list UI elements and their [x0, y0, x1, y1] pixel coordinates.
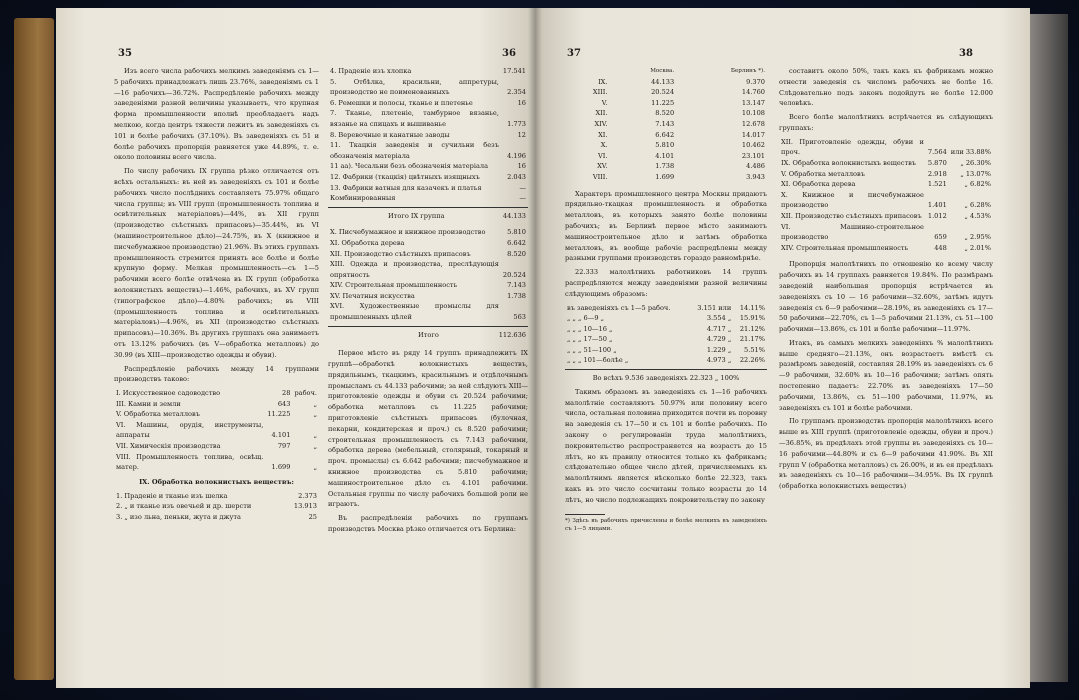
- left-page: [56, 8, 535, 688]
- table-row: [565, 98, 767, 109]
- table-cell: 4.101: [271, 431, 291, 440]
- table-cell: „ 2.01%: [964, 243, 991, 252]
- table-cell: 14.017: [741, 130, 765, 139]
- table-cell: I. Искусственное садоводство: [116, 389, 221, 398]
- berlin-header: Берлинъ *).: [730, 68, 765, 74]
- table-row: [779, 169, 993, 180]
- table-cell: VI. Машины, орудія, инструменты, аппараты: [116, 420, 264, 440]
- table-cell: XIV. Строительная промышленность: [781, 243, 909, 252]
- book-page-block-right-edge: [1028, 14, 1068, 682]
- table-row: [779, 190, 993, 211]
- table-cell: 5.870: [927, 158, 947, 167]
- table-cell: X.: [600, 141, 608, 150]
- table-cell: XIII. Одежда и производства, преслѣдующія опрятность: [330, 260, 499, 279]
- table-cell: XI. Обработка дерева: [330, 238, 405, 247]
- table-cell: XI.: [598, 130, 608, 139]
- table-cell: въ заведеніяхъ съ 1—5 рабоч.: [567, 303, 671, 312]
- table-cell: 659: [934, 233, 947, 242]
- table-cell: XV. Печатныя искусства: [330, 291, 415, 300]
- table-cell: XV.: [597, 162, 608, 171]
- table-row: [779, 211, 993, 222]
- table-cell: VIII. Промышленность топлива, освѣщ. матер.: [116, 452, 264, 472]
- table-cell: XII. Производство съѣстныхъ припасовъ: [781, 211, 922, 220]
- page-number-37: 37: [567, 48, 581, 59]
- table-cell: XIV. Строительная промышленность: [330, 281, 458, 290]
- grand-total: [328, 330, 528, 341]
- table-row: [328, 183, 528, 194]
- table-cell: X. Книжное и писчебумажное производство: [781, 190, 924, 210]
- table-cell: 4.717 „: [706, 324, 732, 333]
- table-cell: 13. Фабрики ватныя для казачекъ и платья: [330, 183, 482, 192]
- table-cell: 1.699: [271, 463, 291, 472]
- table-cell: рабоч.: [294, 389, 317, 398]
- table-row: [328, 259, 528, 280]
- table-row: [779, 243, 993, 254]
- table-cell: 2. „ и тканье изъ овечьей и др. шерсти: [116, 502, 252, 511]
- table-cell: 11. Ткацкія заведенія и сучильни безъ обозначенія матеріала: [330, 141, 499, 160]
- moscow-berlin-table: [565, 66, 767, 183]
- table-row: [565, 161, 767, 172]
- table-row: [328, 238, 528, 249]
- footnote-text: *) Здѣсь въ рабочихъ причислены и болѣе мелкихъ въ заведеніяхъ съ 1—5 лицами.: [565, 517, 767, 532]
- table-row: [328, 140, 528, 161]
- table-cell: 3.943: [746, 172, 765, 181]
- table-cell: 4. Праденіе изъ хлопка: [330, 67, 412, 75]
- table-cell: „ „ „ 6—9 „: [567, 314, 605, 323]
- table-cell: 1.738: [655, 162, 675, 171]
- paragraph: Первое мѣсто въ ряду 14 группъ принадлежитъ IX группѣ—обработкѣ волокнистыхъ веществъ, прядильнымъ, ткацкимъ, красильнымъ и отдѣлочнымъ промысламъ съ 44.133 рабочими; за ней слѣдуютъ XIII—приготовленіе одежды и обуви съ 20.524 рабочими; обработка металловъ съ 11.225 рабочими; приготовленіе съѣстныхъ припасовъ (булочная, пекарни, кондитерская и проч.) съ 8.520 рабочими; строительная промышленность съ 7.143 рабочими, обработка дерева (мебельный, столярный, токарный и проч. промыслы) съ 6.642 рабочими; писчебумажное и книжное производства съ 5.810 рабочими; машиностроительное дѣло съ 4.101 рабочими. Остальныя группы по числу рабочихъ большой роли не играютъ.: [328, 349, 528, 509]
- table-row: [565, 77, 767, 88]
- paragraph: Всего болѣе малолѣтнихъ встрѣчается въ слѣдующихъ группахъ:: [779, 113, 993, 132]
- column-page-36: [328, 66, 528, 538]
- table-cell: 11.225: [267, 410, 291, 419]
- table-cell: 5. Отбѣлка, красильни, аппретуры, производство не поименованныхъ: [330, 77, 499, 97]
- paragraph: составитъ около 50%, такъ какъ къ фабрикамъ можно отнести заведенія съ числомъ рабочихъ не болѣе 16. Слѣдовательно подъ законъ подойдутъ не болѣе 12.000 человѣкъ.: [779, 67, 993, 108]
- other-groups: [328, 227, 528, 322]
- table-cell: 8. Веревочные и канатные заводы: [330, 130, 450, 139]
- table-row: [565, 303, 767, 314]
- paragraph: 22.333 малолѣтнихъ работниковъ 14 группъ распредѣляются между заведеніями разной величины слѣдующимъ образомъ:: [565, 268, 767, 298]
- table-cell: „ 6.28%: [964, 201, 991, 210]
- paragraph: Итакъ, въ самыхъ мелкихъ заведеніяхъ % малолѣтнихъ выше средняго—21.13%, онъ возрастаетъ вмѣстѣ съ размѣромъ заведеній, составляя 28.19% въ заведеніяхъ съ 6—9 рабочими, 32.60% въ 10—16 рабочими; затѣмъ опять постепенно падаетъ: 22.70% въ заведеніяхъ 17—50 рабочими, 13.86%, съ 51—100 рабочими, 11.97%, въ заведеніяхъ съ 101 и болѣе рабочими.: [779, 338, 993, 412]
- table-cell: 20.524: [502, 270, 526, 279]
- groups-table: [114, 388, 319, 473]
- table-cell: 2.918: [927, 169, 947, 178]
- table-cell: 1.738: [507, 291, 526, 300]
- table-cell: 9.370: [746, 77, 765, 86]
- table-cell: V.: [601, 98, 608, 107]
- table-cell: VII. Химическія производства: [116, 442, 221, 451]
- table-row: [328, 301, 528, 322]
- table-cell: X. Писчебумажное и книжное производство: [330, 228, 486, 237]
- column-page-35: [114, 66, 319, 522]
- table-cell: 4.486: [746, 162, 765, 171]
- table-cell: 1.401: [927, 201, 947, 210]
- table-cell: 12: [517, 130, 526, 139]
- table-cell: 22.26%: [739, 356, 765, 365]
- table-cell: 23.101: [741, 151, 765, 160]
- table-cell: 14.11%: [739, 303, 765, 312]
- table-cell: 2.043: [507, 172, 526, 181]
- table-cell: V. Обработка металловъ: [116, 410, 200, 419]
- table-cell: 10.108: [741, 109, 765, 118]
- table-cell: 2.354: [507, 88, 526, 97]
- paragraph: Такимъ образомъ въ заведеніяхъ съ 1—16 рабочихъ малолѣтніе составляютъ 50.97% или половину всего числа, остальная половина приходится почти въ поровну на заведенія съ 17—50 и съ 101 и болѣе рабочихъ. По закону о регулированіи труда малолѣтнихъ, покровительство распространяется на возрастъ до 15 лѣтъ, но къ правилу относится только къ фабрикамъ; слѣдовательно общее число дѣтей, причисляемыхъ къ малолѣтнимъ является нѣсколько болѣе 22.323, такъ какъ въ это число сосчитаны только возрасты до 14 лѣтъ, но число подлежащихъ покровительству по закону: [565, 387, 767, 504]
- table-cell: 7. Тканье, плетеніе, тамбурное вязанье, вязанье на спицахъ и вышиванье: [330, 109, 499, 128]
- table-row: [328, 108, 528, 129]
- table-row: [328, 98, 528, 109]
- table-cell: „ „ „ 51—100 „: [567, 345, 617, 354]
- table-cell: „ 2.95%: [964, 233, 991, 242]
- paragraph: Изъ всего числа рабочихъ мелкимъ заведеніямъ съ 1—5 рабочихъ принадлежатъ лишь 23.76%, заведеніямъ съ 1—16 рабочихъ—36.72%. Распредѣленіе рабочихъ между заведеніями разной величины указываетъ, что крупная форма промышленности вполнѣ преобладаетъ надъ мелкою, когда центръ тяжести лежитъ въ заведеніяхъ съ 101 и болѣе рабочихъ (37.10%). Въ заведеніяхъ съ 51 и болѣе рабочихъ пропорція равняется уже 44.89%, т. е. около половины всего числа.: [114, 67, 319, 162]
- table-row: [565, 87, 767, 98]
- table-row: [328, 227, 528, 238]
- table-cell: 8.520: [507, 249, 526, 258]
- table-cell: 5.810: [507, 228, 526, 237]
- table-cell: —: [519, 183, 526, 192]
- table-row: [565, 313, 767, 324]
- table-cell: 6. Ремешки и полосы, тканье и плетенье: [330, 98, 473, 107]
- page-number-35: 35: [118, 48, 132, 59]
- table-row: [565, 119, 767, 130]
- table-cell: V. Обработка металловъ: [781, 169, 865, 178]
- paragraph: Характеръ промышленного центра Москвы придаютъ прядильно-ткацкая промышленность и обработка металловъ, въ которыхъ занято болѣе половины рабочихъ; въ Берлинѣ первое мѣсто занимаютъ машиностроительное дѣло и затѣмъ обработка металловъ, въ вообще рабочіе распредѣлены между разными группами производствъ гораздо равномѣрнѣе.: [565, 189, 767, 263]
- book-cover-left-edge: [14, 18, 54, 680]
- group-ix-items-continued: [328, 66, 528, 204]
- table-cell: „ 13.07%: [960, 169, 991, 178]
- table-cell: 12. Фабрики (ткацкія) цвѣтныхъ изящныхъ: [330, 172, 480, 181]
- table-row: [328, 249, 528, 260]
- table-cell: 28: [282, 389, 291, 398]
- table-row: [114, 399, 319, 410]
- table-cell: 5.51%: [744, 345, 765, 354]
- moscow-header: Москва.: [650, 68, 675, 74]
- table-row: [779, 137, 993, 158]
- table-cell: 1.773: [507, 119, 526, 128]
- table-cell: 1.229 „: [706, 345, 732, 354]
- table-row: [328, 66, 528, 77]
- table-cell: 44.133: [651, 77, 675, 86]
- table-cell: 6.642: [507, 238, 526, 247]
- right-page: [535, 8, 1030, 688]
- table-cell: XII. Приготовленіе одежды, обуви и проч.: [781, 137, 924, 157]
- total-ix: [328, 211, 528, 222]
- total-ix-label: Итого IX группа: [388, 211, 445, 220]
- table-row: [328, 172, 528, 183]
- table-row: [114, 409, 319, 420]
- table-cell: XIV.: [594, 119, 608, 128]
- table-row: [328, 161, 528, 172]
- table-cell: VI.: [598, 151, 608, 160]
- distribution-total: Во всѣхъ 9.536 заведеніяхъ 22.323 „ 100%: [592, 374, 740, 383]
- table-cell: 1.699: [655, 172, 675, 181]
- table-cell: III. Камни и земли: [116, 399, 181, 408]
- table-row: [114, 420, 319, 441]
- table-cell: 21.12%: [739, 324, 765, 333]
- table-row: [779, 179, 993, 190]
- table-cell: Комбинированныя: [330, 194, 396, 203]
- table-row: [565, 151, 767, 162]
- table-cell: „: [313, 442, 317, 451]
- table-cell: 14.760: [741, 88, 765, 97]
- table-cell: IX.: [598, 77, 608, 86]
- table-cell: 11.225: [651, 98, 675, 107]
- table-cell: 21.17%: [739, 335, 765, 344]
- table-cell: 17.541: [502, 67, 526, 75]
- table-cell: 4.196: [507, 151, 526, 160]
- table-row: [114, 388, 319, 399]
- table-cell: 13.913: [293, 502, 317, 511]
- group-ix-items: [114, 491, 319, 523]
- table-cell: 11 аа). Чесальни безъ обозначенія матеріала: [330, 162, 489, 171]
- page-number-36: 36: [502, 48, 516, 59]
- table-cell: 2.373: [298, 491, 317, 500]
- table-cell: или 33.88%: [950, 148, 991, 157]
- paragraph: По числу рабочихъ IX группа рѣзко отличается отъ всѣхъ остальныхъ: въ ней въ заведеніяхъ съ 101 и болѣе рабочихъ число послѣднихъ составляетъ 75.97% общаго числа группы; въ VIII групп (промышленность топлива и освѣтительных матеріаловъ)—44%, въ XII групп (производство съѣстныхъ припасовъ)—35.44%, въ VI (машиностроительное дѣло)—24.75%, въ X (книжное и писчебумажное производство) 21.96%. Въ этихъ группахъ промышленность стремится принять все болѣе и болѣе крупную форму. Мелкая промышленность—съ 1—5 рабочими всего болѣе отвѣчена въ IX групп (обработка волокнистыхъ веществъ)—1.46%, рабочихъ, въ XV групп (типографское дѣло)—4.80% рабочихъ; въ VIII (промышленность топлива и освѣтительныхъ матеріаловъ)—4.96%, въ XII (производство съѣстныхъ припасовъ)—10.36%. Въ другихъ группахъ она занимаетъ отъ 13.12% рабочихъ (въ V—обработка металловъ) до 30.99 (въ XIII—производство одежды и обуви).: [114, 167, 319, 359]
- table-cell: 15.91%: [739, 314, 765, 323]
- table-cell: 1.521: [927, 180, 947, 189]
- table-cell: XII.: [595, 109, 608, 118]
- table-row: [114, 452, 319, 473]
- table-row: [779, 158, 993, 169]
- paragraph: Пропорція малолѣтнихъ по отношенію ко всему числу рабочихъ въ 14 группахъ равняется 19.84%. По размѣрамъ заведеній наибольшая пропорція встрѣчается въ заведеніяхъ съ 10 — 16 рабочими—32.60%, затѣмъ идутъ заведенія съ 6—9 рабочими—28.19%, въ заведеніяхъ съ 17—50 рабочими—22.70%, съ 1—5 рабочими 21.13%, съ 51—100 рабочими—13.86%, съ 101 и болѣе рабочими—11.97%.: [779, 260, 993, 334]
- grand-total-value: 112.636: [498, 330, 526, 339]
- table-cell: 7.143: [655, 119, 675, 128]
- table-cell: 3. „ изо льна, пеньки, жута и джута: [116, 512, 241, 521]
- page-number-38: 38: [959, 48, 973, 59]
- table-cell: „ „ „ 101—болѣе „: [567, 356, 629, 365]
- group-heading: IX. Обработка волокнистыхъ веществъ:: [139, 477, 294, 486]
- table-row: [565, 345, 767, 356]
- table-cell: „ 6.82%: [964, 180, 991, 189]
- table-cell: 3.151 или: [697, 303, 732, 312]
- table-row: [565, 324, 767, 335]
- table-row: [779, 222, 993, 243]
- table-cell: 797: [277, 442, 291, 451]
- footnote: [565, 514, 767, 533]
- grand-total-label: Итого: [418, 330, 439, 339]
- table-cell: 20.524: [651, 88, 675, 97]
- paragraph: Въ распредѣленіи рабочихъ по группамъ производствъ Москва рѣзко отличается отъ Берлина:: [328, 514, 528, 533]
- table-cell: 6.642: [655, 130, 675, 139]
- table-cell: „ 4.53%: [964, 211, 991, 220]
- column-page-37: [565, 66, 767, 533]
- table-cell: 3.554 „: [706, 314, 732, 323]
- table-cell: 4.101: [655, 151, 675, 160]
- table-cell: 25: [308, 512, 317, 521]
- table-row: [565, 130, 767, 141]
- paragraph: Распредѣленіе рабочихъ между 14 группами производствъ таково:: [114, 364, 319, 384]
- table-cell: 7.564: [927, 148, 947, 157]
- table-cell: 4.973 „: [706, 356, 732, 365]
- table-cell: 4.729 „: [706, 335, 732, 344]
- table-row: [114, 512, 319, 523]
- table-row: [565, 334, 767, 345]
- children-distribution: [565, 303, 767, 367]
- table-cell: „ 26.30%: [960, 158, 991, 167]
- table-cell: 16: [517, 162, 526, 171]
- table-cell: „: [313, 399, 317, 408]
- table-row: [565, 355, 767, 366]
- table-row: [114, 491, 319, 502]
- table-cell: 563: [513, 313, 526, 322]
- table-row: [328, 280, 528, 291]
- table-cell: 643: [277, 399, 291, 408]
- table-cell: XII. Производство съѣстныхъ припасовъ: [330, 249, 471, 258]
- table-row: [565, 140, 767, 151]
- table-cell: „: [313, 431, 317, 440]
- table-row: [328, 130, 528, 141]
- table-cell: 8.520: [655, 109, 675, 118]
- table-cell: XVI. Художественные промыслы для промышленныхъ цѣлей: [330, 302, 499, 322]
- table-cell: „ „ „ 10—16 „: [567, 324, 613, 333]
- table-cell: VIII.: [592, 172, 608, 181]
- table-cell: „: [313, 463, 317, 472]
- table-cell: 1. Праденіе и тканье изъ шелка: [116, 491, 228, 500]
- table-cell: IX. Обработка волокнистыхъ веществъ: [781, 158, 916, 167]
- column-page-38: [779, 66, 993, 495]
- table-cell: 16: [517, 98, 526, 107]
- table-cell: 5.810: [655, 141, 675, 150]
- table-cell: 448: [934, 243, 947, 252]
- children-by-group: [779, 137, 993, 254]
- table-cell: 1.012: [927, 211, 947, 220]
- book-gutter: [528, 8, 542, 688]
- table-row: [328, 291, 528, 302]
- table-row: [328, 193, 528, 204]
- table-cell: 13.147: [741, 98, 765, 107]
- table-row: [114, 441, 319, 452]
- table-cell: 7.143: [507, 281, 526, 290]
- table-cell: —: [519, 194, 526, 203]
- table-cell: XIII.: [592, 88, 608, 97]
- table-row: [328, 77, 528, 98]
- table-cell: 10.462: [741, 141, 765, 150]
- table-cell: „ „ „ 17—50 „: [567, 335, 613, 344]
- paragraph: По группамъ производствъ пропорція малолѣтнихъ всего выше въ XIII группѣ (приготовленіе одежды, обуви и проч.)—36.85%, въ предѣлахъ этой группы въ заведеніяхъ съ 10—16 рабочими—44.80% и съ 6—9 рабочими 41.90%. Въ XII групп V (обработка металловъ) съ 26.00%, и въ ея предѣлахъ въ заведеніяхъ съ 10—16 рабочими—34.95%. Въ IX группѣ (обработка волокнистыхъ веществъ): [779, 417, 993, 491]
- table-cell: „: [313, 410, 317, 419]
- table-cell: XI. Обработка дерева: [781, 180, 856, 189]
- total-ix-value: 44.133: [502, 211, 526, 220]
- table-row: [565, 108, 767, 119]
- table-row: [114, 501, 319, 512]
- table-row: [565, 172, 767, 183]
- table-cell: 12.678: [741, 119, 765, 128]
- table-cell: VI. Машинно-строительное производство: [781, 222, 924, 242]
